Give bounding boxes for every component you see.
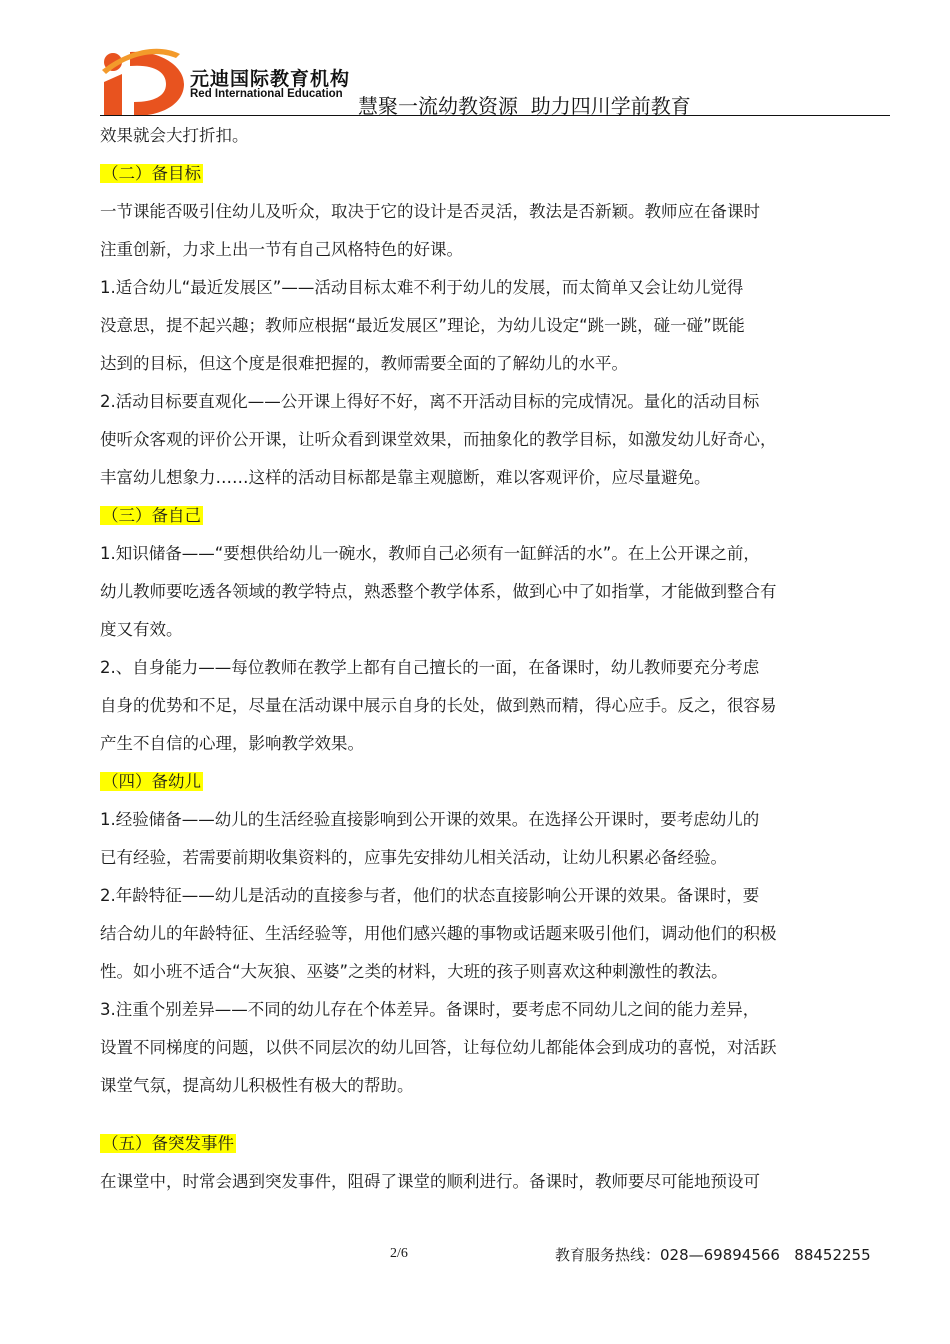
paragraph-line: 结合幼儿的年龄特征、生活经验等，用他们感兴趣的事物或话题来吸引他们，调动他们的积极 [100,924,777,943]
service-hotline: 教育服务热线：028—69894566 88452255 [555,1246,871,1264]
paragraph-line: 1.经验储备——幼儿的生活经验直接影响到公开课的效果。在选择公开课时，要考虑幼儿的 [100,810,760,829]
paragraph-line: 自身的优势和不足，尽量在活动课中展示自身的长处，做到熟而精，得心应手。反之，很容易 [100,696,777,715]
section-heading [100,505,203,527]
paragraph-line: 课堂气氛，提高幼儿积极性有极大的帮助。 [100,1076,414,1095]
page-header [0,0,950,120]
org-name: 元迪国际教育机构 [190,68,351,90]
paragraph-line: 使听众客观的评价公开课，让听众看到课堂效果，而抽象化的教学目标，如激发幼儿好奇心， [100,430,777,449]
paragraph-line: 性。如小班不适合“大灰狼、巫婆”之类的材料，大班的孩子则喜欢这种刺激性的教法。 [100,962,728,981]
section-heading-text: （三）备自己 [102,506,201,525]
section-heading [100,1133,236,1155]
paragraph-line: 幼儿教师要吃透各领域的教学特点，熟悉整个教学体系，做到心中了如指掌，才能做到整合有 [100,582,777,601]
section-heading-text: （四）备幼儿 [102,772,201,791]
paragraph-line: 1.知识储备——“要想供给幼儿一碗水，教师自己必须有一缸鲜活的水”。在上公开课之前， [100,544,760,563]
paragraph-line: 注重创新，力求上出一节有自己风格特色的好课。 [100,240,463,259]
org-name-english: Red International Education [190,88,343,100]
paragraph-line: 产生不自信的心理，影响教学效果。 [100,734,364,753]
section-heading [100,163,203,185]
paragraph-line: 2.活动目标要直观化——公开课上得好不好，离不开活动目标的完成情况。量化的活动目标 [100,392,760,411]
paragraph-line: 达到的目标，但这个度是很难把握的，教师需要全面的了解幼儿的水平。 [100,354,628,373]
paragraph-line: 2.年龄特征——幼儿是活动的直接参与者，他们的状态直接影响公开课的效果。备课时，要 [100,886,760,905]
page-number: 2/6 [390,1246,408,1261]
section-heading-text: （五）备突发事件 [102,1134,234,1153]
section-heading [100,771,203,793]
logo-icon [100,44,186,118]
paragraph-line: 效果就会大打折扣。 [100,126,249,145]
paragraph-line: 设置不同梯度的问题，以供不同层次的幼儿回答，让每位幼儿都能体会到成功的喜悦，对活跃 [100,1038,777,1057]
paragraph-line: 没意思，提不起兴趣；教师应根据“最近发展区”理论，为幼儿设定“跳一跳，碰一碰”既能 [100,316,745,335]
paragraph-line: 已有经验，若需要前期收集资料的，应事先安排幼儿相关活动，让幼儿积累必备经验。 [100,848,727,867]
section-heading-text: （二）备目标 [102,164,201,183]
paragraph-line: 在课堂中，时常会遇到突发事件，阻碍了课堂的顺利进行。备课时，教师要尽可能地预设可 [100,1172,760,1191]
paragraph-line: 一节课能否吸引住幼儿及听众，取决于它的设计是否灵活，教法是否新颖。教师应在备课时 [100,202,760,221]
paragraph-line: 度又有效。 [100,620,183,639]
paragraph-line: 丰富幼儿想象力……这样的活动目标都是靠主观臆断，难以客观评价，应尽量避免。 [100,468,711,487]
header-divider [100,115,890,116]
paragraph-line: 1.适合幼儿“最近发展区”——活动目标太难不利于幼儿的发展，而太简单又会让幼儿觉得 [100,278,744,297]
paragraph-line: 3.注重个别差异——不同的幼儿存在个体差异。备课时，要考虑不同幼儿之间的能力差异， [100,1000,760,1019]
header-slogan: 慧聚一流幼教资源 助力四川学前教育 [358,94,691,118]
paragraph-line: 2.、自身能力——每位教师在教学上都有自己擅长的一面，在备课时，幼儿教师要充分考虑 [100,658,760,677]
